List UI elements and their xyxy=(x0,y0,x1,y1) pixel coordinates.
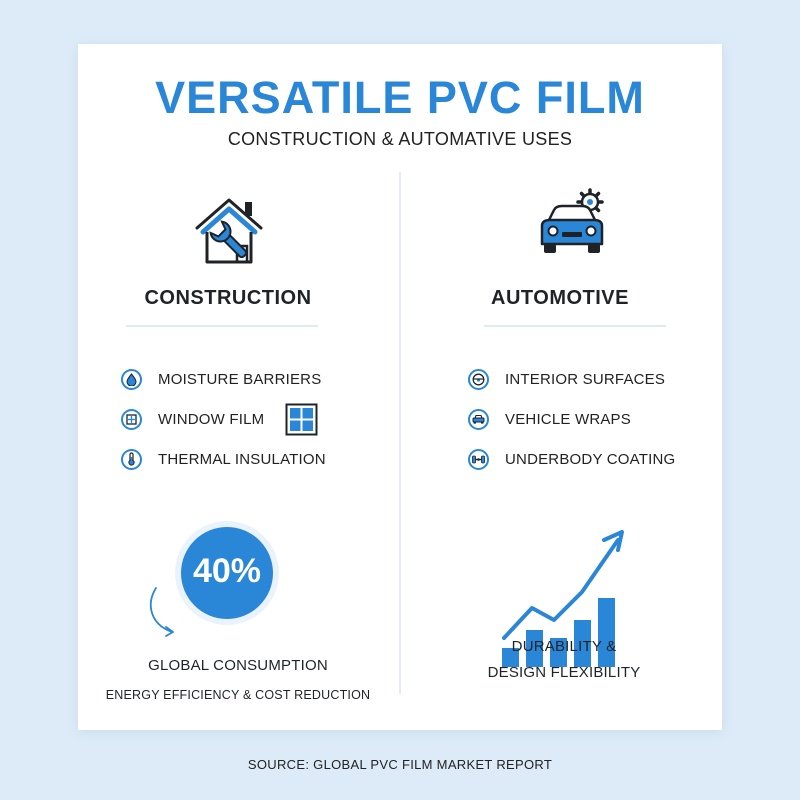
list-item-label: MOISTURE BARRIERS xyxy=(158,370,322,388)
list-item-label: UNDERBODY COATING xyxy=(505,450,676,468)
list-item-vehicle-wraps xyxy=(468,399,675,439)
list-item-moisture-barriers xyxy=(121,359,326,399)
stat-value: 40% xyxy=(192,552,262,590)
house-wrench-icon xyxy=(191,194,267,266)
list-item-underbody-coating xyxy=(468,439,675,479)
column-divider xyxy=(399,172,401,694)
steering-wheel-icon xyxy=(468,369,489,390)
construction-list xyxy=(121,359,326,479)
construction-title-rule xyxy=(126,325,318,327)
page-title: VERSATILE PVC FILM xyxy=(155,72,645,123)
list-item-thermal-insulation xyxy=(121,439,326,479)
automotive-title: AUTOMOTIVE xyxy=(491,287,629,309)
car-icon xyxy=(468,409,489,430)
growth-bar xyxy=(598,598,615,667)
window-film-icon xyxy=(121,409,142,430)
axle-icon xyxy=(468,449,489,470)
curved-arrow-icon xyxy=(144,584,184,640)
automotive-title-rule xyxy=(484,325,666,327)
stat-sublabel: ENERGY EFFICIENCY & COST REDUCTION xyxy=(105,688,371,702)
list-item-window-film xyxy=(121,399,326,439)
stat-label: GLOBAL CONSUMPTION xyxy=(148,657,328,674)
source-footnote: SOURCE: GLOBAL PVC FILM MARKET REPORT xyxy=(247,757,553,772)
automotive-benefit-line2: DESIGN FLEXIBILITY xyxy=(487,664,641,681)
automotive-benefit-line1: DURABILITY & xyxy=(511,638,617,655)
window-icon xyxy=(285,403,318,436)
car-gear-icon xyxy=(532,186,612,262)
list-item-interior-surfaces xyxy=(468,359,675,399)
infographic-card xyxy=(78,44,722,730)
automotive-list xyxy=(468,359,675,479)
construction-title: CONSTRUCTION xyxy=(144,287,312,309)
list-item-label: INTERIOR SURFACES xyxy=(505,370,666,388)
list-item-label: VEHICLE WRAPS xyxy=(505,410,631,428)
list-item-label: WINDOW FILM xyxy=(158,410,265,428)
automotive-column xyxy=(402,44,722,730)
thermometer-icon xyxy=(121,449,142,470)
list-item-label: THERMAL INSULATION xyxy=(158,450,326,468)
water-drop-icon xyxy=(121,369,142,390)
page-subtitle: CONSTRUCTION & AUTOMATIVE USES xyxy=(227,129,573,149)
construction-column xyxy=(78,44,398,730)
